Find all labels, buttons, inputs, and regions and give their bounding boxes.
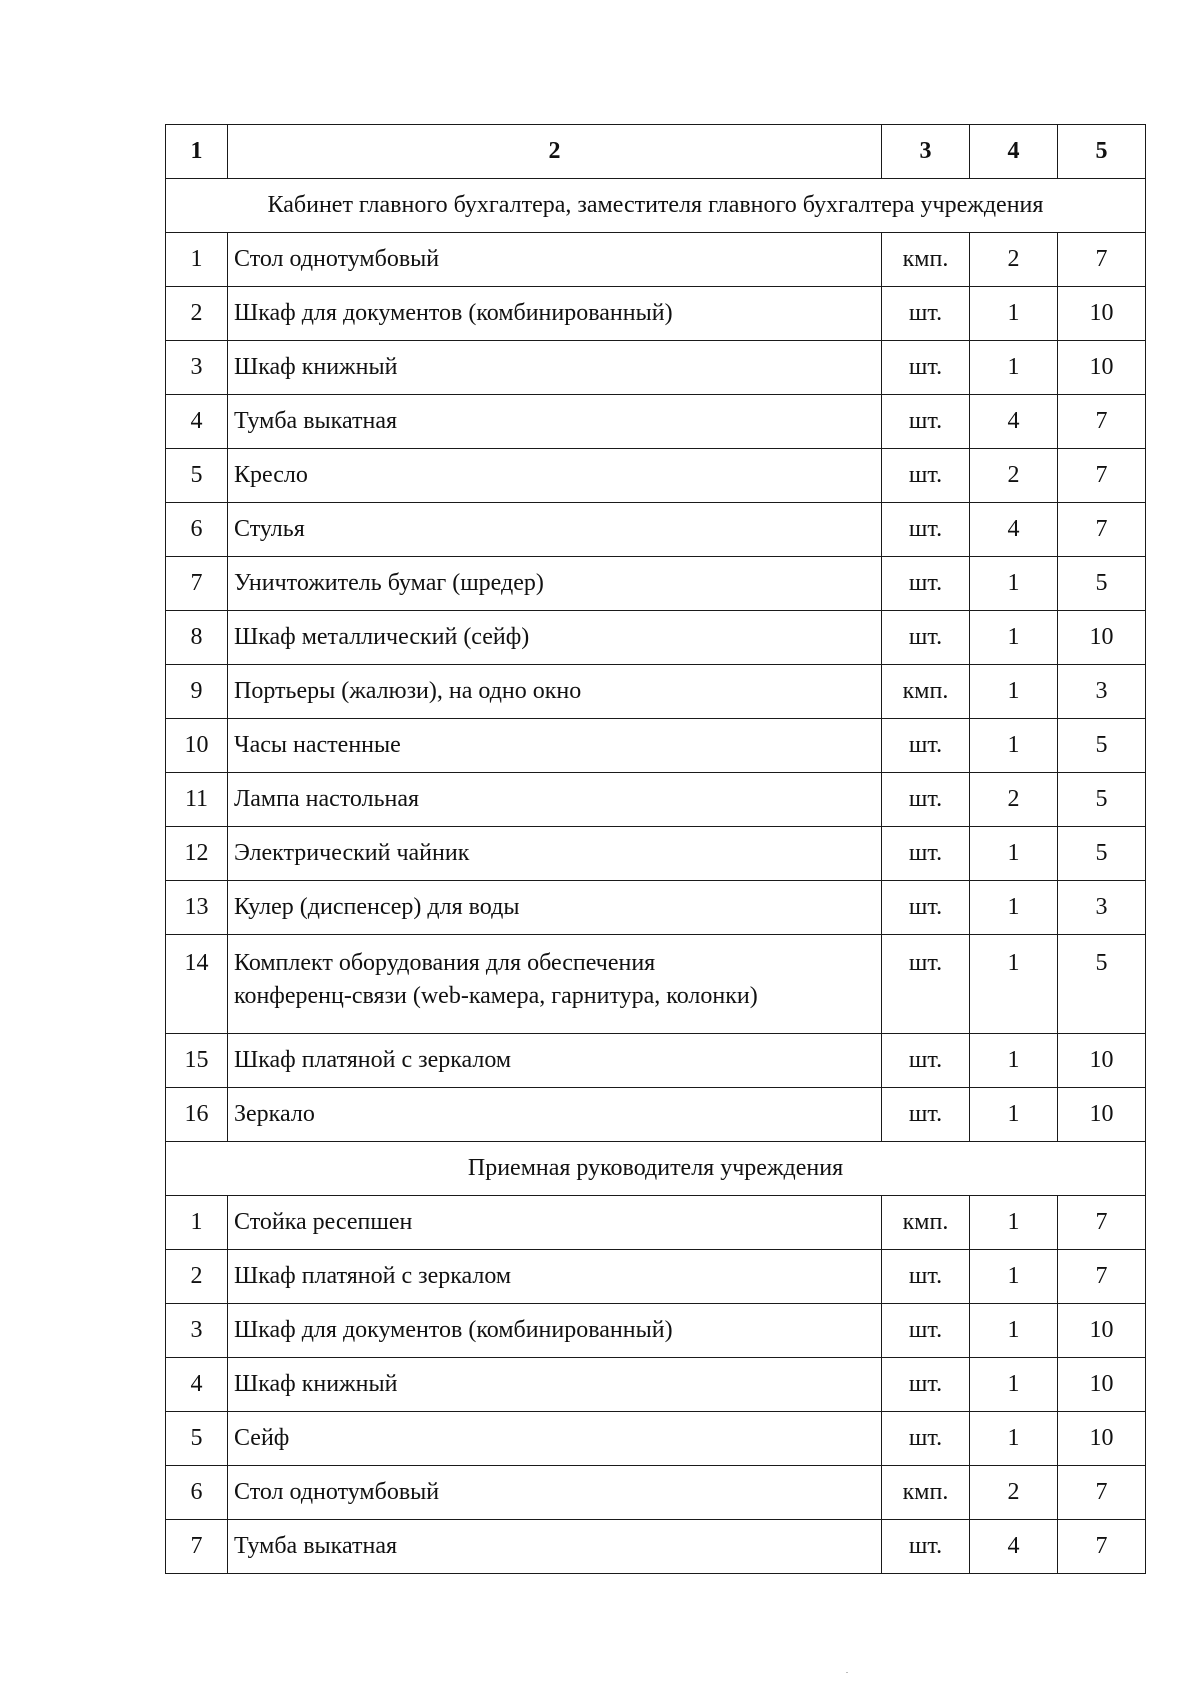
row-number: 8 xyxy=(166,611,228,665)
item-unit: шт. xyxy=(882,611,970,665)
item-quantity: 1 xyxy=(970,557,1058,611)
table-row xyxy=(166,1304,1146,1358)
item-term: 10 xyxy=(1058,1358,1146,1412)
section-title: Приемная руководителя учреждения xyxy=(166,1142,1146,1196)
item-term: 10 xyxy=(1058,341,1146,395)
item-quantity: 4 xyxy=(970,1520,1058,1574)
table-row xyxy=(166,1250,1146,1304)
item-quantity: 1 xyxy=(970,881,1058,935)
table-row xyxy=(166,287,1146,341)
item-quantity: 1 xyxy=(970,1412,1058,1466)
item-term: 5 xyxy=(1058,719,1146,773)
table-row xyxy=(166,233,1146,287)
table-row xyxy=(166,1088,1146,1142)
item-term: 3 xyxy=(1058,665,1146,719)
item-term: 10 xyxy=(1058,1088,1146,1142)
item-unit: шт. xyxy=(882,1412,970,1466)
row-number: 10 xyxy=(166,719,228,773)
item-name: Сейф xyxy=(228,1412,882,1466)
item-quantity: 1 xyxy=(970,1034,1058,1088)
item-quantity: 2 xyxy=(970,773,1058,827)
item-term: 7 xyxy=(1058,449,1146,503)
item-unit: шт. xyxy=(882,287,970,341)
item-term: 5 xyxy=(1058,557,1146,611)
item-term: 7 xyxy=(1058,1250,1146,1304)
table-row xyxy=(166,1034,1146,1088)
item-unit: шт. xyxy=(882,395,970,449)
item-unit: шт. xyxy=(882,881,970,935)
item-unit: шт. xyxy=(882,1034,970,1088)
table-row xyxy=(166,557,1146,611)
item-name: Шкаф платяной с зеркалом xyxy=(228,1034,882,1088)
item-term: 3 xyxy=(1058,881,1146,935)
item-name: Шкаф металлический (сейф) xyxy=(228,611,882,665)
item-unit: кмп. xyxy=(882,665,970,719)
row-number: 9 xyxy=(166,665,228,719)
item-name: Зеркало xyxy=(228,1088,882,1142)
item-unit: шт. xyxy=(882,557,970,611)
row-number: 4 xyxy=(166,395,228,449)
item-unit: шт. xyxy=(882,341,970,395)
item-term: 10 xyxy=(1058,611,1146,665)
item-name-line: Комплект оборудования для обеспечения xyxy=(234,950,656,976)
item-name xyxy=(228,935,882,1034)
item-unit: шт. xyxy=(882,773,970,827)
item-unit: кмп. xyxy=(882,233,970,287)
row-number: 3 xyxy=(166,341,228,395)
item-quantity: 1 xyxy=(970,1196,1058,1250)
item-name: Шкаф платяной с зеркалом xyxy=(228,1250,882,1304)
item-quantity: 1 xyxy=(970,827,1058,881)
item-unit: шт. xyxy=(882,503,970,557)
item-name: Стол однотумбовый xyxy=(228,233,882,287)
table-row xyxy=(166,395,1146,449)
table-row xyxy=(166,827,1146,881)
item-quantity: 1 xyxy=(970,341,1058,395)
item-term: 5 xyxy=(1058,773,1146,827)
row-number: 16 xyxy=(166,1088,228,1142)
section-header-row xyxy=(166,179,1146,233)
item-unit: шт. xyxy=(882,1520,970,1574)
table-row xyxy=(166,935,1146,1034)
table-row xyxy=(166,449,1146,503)
row-number: 5 xyxy=(166,449,228,503)
column-header: 4 xyxy=(970,125,1058,179)
column-header: 2 xyxy=(228,125,882,179)
item-term: 10 xyxy=(1058,1034,1146,1088)
table-row xyxy=(166,881,1146,935)
item-quantity: 1 xyxy=(970,665,1058,719)
table-row xyxy=(166,1466,1146,1520)
item-name: Стулья xyxy=(228,503,882,557)
section-title: Кабинет главного бухгалтера, заместителя главного бухгалтера учреждения xyxy=(166,179,1146,233)
item-unit: кмп. xyxy=(882,1196,970,1250)
item-unit: шт. xyxy=(882,719,970,773)
row-number: 7 xyxy=(166,557,228,611)
row-number: 3 xyxy=(166,1304,228,1358)
row-number: 2 xyxy=(166,1250,228,1304)
table-row xyxy=(166,1196,1146,1250)
item-unit: шт. xyxy=(882,1358,970,1412)
item-name: Тумба выкатная xyxy=(228,1520,882,1574)
item-term: 10 xyxy=(1058,287,1146,341)
table-row xyxy=(166,611,1146,665)
item-name: Часы настенные xyxy=(228,719,882,773)
table-row xyxy=(166,773,1146,827)
column-header: 1 xyxy=(166,125,228,179)
item-term: 5 xyxy=(1058,827,1146,881)
section-header-row xyxy=(166,1142,1146,1196)
item-term: 7 xyxy=(1058,395,1146,449)
item-term: 7 xyxy=(1058,503,1146,557)
table-row xyxy=(166,719,1146,773)
item-name: Тумба выкатная xyxy=(228,395,882,449)
inventory-table xyxy=(165,124,1146,1574)
table-row xyxy=(166,341,1146,395)
item-name: Портьеры (жалюзи), на одно окно xyxy=(228,665,882,719)
item-unit: шт. xyxy=(882,449,970,503)
item-name: Лампа настольная xyxy=(228,773,882,827)
item-quantity: 1 xyxy=(970,1250,1058,1304)
row-number: 5 xyxy=(166,1412,228,1466)
item-quantity: 4 xyxy=(970,395,1058,449)
item-quantity: 2 xyxy=(970,1466,1058,1520)
item-name: Шкаф для документов (комбинированный) xyxy=(228,287,882,341)
item-term: 7 xyxy=(1058,1196,1146,1250)
row-number: 1 xyxy=(166,233,228,287)
row-number: 14 xyxy=(166,935,228,1034)
item-term: 7 xyxy=(1058,1520,1146,1574)
item-term: 10 xyxy=(1058,1304,1146,1358)
column-header: 3 xyxy=(882,125,970,179)
item-name: Стойка ресепшен xyxy=(228,1196,882,1250)
item-name: Уничтожитель бумаг (шредер) xyxy=(228,557,882,611)
item-quantity: 1 xyxy=(970,287,1058,341)
item-term: 7 xyxy=(1058,233,1146,287)
item-quantity: 2 xyxy=(970,233,1058,287)
table-row xyxy=(166,1358,1146,1412)
document-page xyxy=(165,124,1145,1574)
item-name: Шкаф книжный xyxy=(228,1358,882,1412)
item-name: Кулер (диспенсер) для воды xyxy=(228,881,882,935)
row-number: 11 xyxy=(166,773,228,827)
item-name: Шкаф для документов (комбинированный) xyxy=(228,1304,882,1358)
item-quantity: 1 xyxy=(970,1358,1058,1412)
column-header: 5 xyxy=(1058,125,1146,179)
item-unit: шт. xyxy=(882,935,970,1034)
row-number: 6 xyxy=(166,503,228,557)
row-number: 4 xyxy=(166,1358,228,1412)
item-quantity: 1 xyxy=(970,935,1058,1034)
row-number: 13 xyxy=(166,881,228,935)
item-unit: кмп. xyxy=(882,1466,970,1520)
table-row xyxy=(166,1412,1146,1466)
table-row xyxy=(166,503,1146,557)
item-quantity: 1 xyxy=(970,1304,1058,1358)
item-term: 10 xyxy=(1058,1412,1146,1466)
item-name: Электрический чайник xyxy=(228,827,882,881)
item-term: 7 xyxy=(1058,1466,1146,1520)
item-name-line: конференц-связи (web-камера, гарнитура, колонки) xyxy=(234,983,758,1009)
item-unit: шт. xyxy=(882,1304,970,1358)
scan-speck xyxy=(846,1672,848,1673)
row-number: 7 xyxy=(166,1520,228,1574)
item-quantity: 2 xyxy=(970,449,1058,503)
item-quantity: 4 xyxy=(970,503,1058,557)
item-unit: шт. xyxy=(882,1250,970,1304)
item-quantity: 1 xyxy=(970,1088,1058,1142)
item-name: Стол однотумбовый xyxy=(228,1466,882,1520)
item-name: Шкаф книжный xyxy=(228,341,882,395)
item-name: Кресло xyxy=(228,449,882,503)
item-unit: шт. xyxy=(882,827,970,881)
item-unit: шт. xyxy=(882,1088,970,1142)
row-number: 6 xyxy=(166,1466,228,1520)
row-number: 1 xyxy=(166,1196,228,1250)
item-quantity: 1 xyxy=(970,611,1058,665)
table-header-row xyxy=(166,125,1146,179)
row-number: 15 xyxy=(166,1034,228,1088)
row-number: 12 xyxy=(166,827,228,881)
row-number: 2 xyxy=(166,287,228,341)
item-term: 5 xyxy=(1058,935,1146,1034)
table-row xyxy=(166,1520,1146,1574)
table-row xyxy=(166,665,1146,719)
item-quantity: 1 xyxy=(970,719,1058,773)
